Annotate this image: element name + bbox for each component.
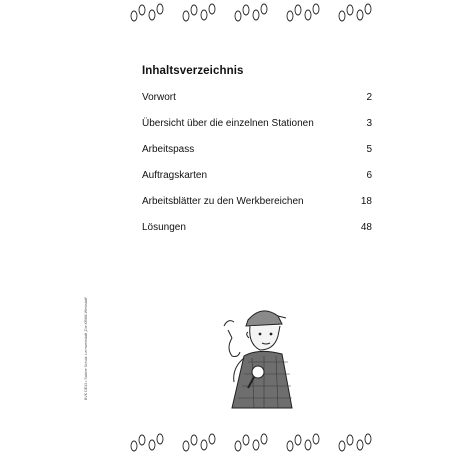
- toc-entry-title: Lösungen: [142, 222, 186, 233]
- copyright-side-note: BVK DE33 • Sabine Schulz: Lernwerkstatt „Die KRIMI-Werkstatt“: [84, 296, 88, 400]
- toc-entry-page: 2: [366, 92, 372, 103]
- toc-entry-page: 18: [360, 196, 372, 207]
- toc-entry-page: 6: [366, 170, 372, 181]
- toc-entry: [142, 222, 372, 248]
- toc-entry-title: Arbeitspass: [142, 144, 195, 155]
- toc-entry: [142, 196, 372, 222]
- toc-entry-page: 5: [366, 144, 372, 155]
- toc-entry-title: Auftragskarten: [142, 170, 208, 181]
- toc-entry-title: Übersicht über die einzelnen Stationen: [142, 118, 314, 129]
- toc-entry-title: Vorwort: [142, 92, 176, 103]
- toc-entry-title: Arbeitsblätter zu den Werkbereichen: [142, 196, 304, 207]
- toc-heading: Inhaltsverzeichnis: [142, 65, 244, 77]
- footprints-border-bottom-icon: [0, 432, 456, 454]
- toc-entry: [142, 118, 372, 144]
- detective-boy-illustration: [218, 298, 300, 410]
- toc-entry-page: 48: [360, 222, 372, 233]
- footprints-border-top-icon: [0, 2, 456, 24]
- toc-entry: [142, 170, 372, 196]
- toc-entry-page: 3: [366, 118, 372, 129]
- toc-entry: [142, 92, 372, 118]
- toc-entry: [142, 144, 372, 170]
- toc-list: [142, 92, 372, 248]
